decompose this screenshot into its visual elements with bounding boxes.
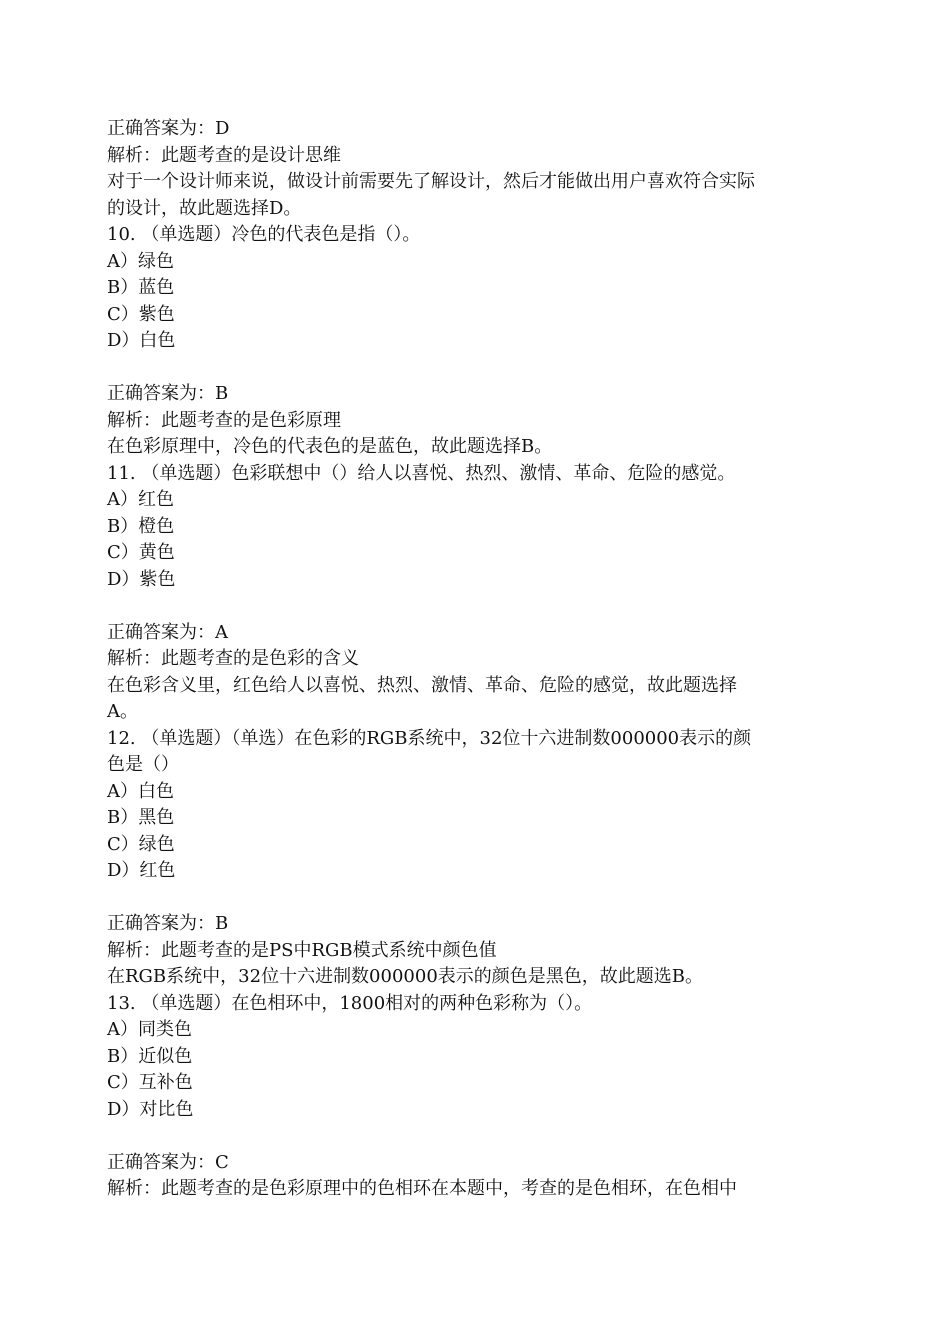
option-c: C）互补色 [107,1072,193,1093]
analysis-line: 解析：此题考查的是色彩原理 [107,409,341,431]
option-a: A）白色 [107,780,174,802]
answer-line: 正确答案为：B [107,913,229,934]
question-line: 13. （单选题）在色相环中，1800相对的两种色彩称为（）。 [107,992,593,1014]
option-a: A）同类色 [107,1019,192,1040]
option-a: A）红色 [107,489,174,510]
question-line: 10. （单选题）冷色的代表色是指（）。 [107,224,421,245]
option-b: B）黑色 [107,807,175,828]
question-line: 12. （单选题）（单选）在色彩的RGB系统中，32位十六进制数000000表示的颜 [107,727,752,749]
option-c: C）黄色 [107,542,175,563]
option-a: A）绿色 [107,250,174,272]
spacer [107,1123,847,1150]
spacer [107,355,847,382]
spacer [107,593,847,620]
option-c: C）绿色 [107,833,175,855]
option-d: D）白色 [107,330,176,351]
explanation-line: 在色彩含义里，红色给人以喜悦、热烈、激情、革命、危险的感觉，故此题选择 [107,674,737,696]
answer-line: 正确答案为：D [107,118,230,139]
option-b: B）近似色 [107,1045,193,1067]
explanation-line: 的设计，故此题选择D。 [107,197,302,219]
analysis-line: 解析：此题考查的是色彩的含义 [107,648,359,669]
analysis-line: 解析：此题考查的是色彩原理中的色相环在本题中，考查的是色相环，在色相中 [107,1178,737,1199]
explanation-line: 在RGB系统中，32位十六进制数000000表示的颜色是黑色，故此题选B。 [107,966,704,987]
option-d: D）红色 [107,860,176,881]
answer-line: 正确答案为：B [107,383,229,404]
question-line: 色是（） [107,754,179,775]
explanation-line: A。 [107,701,138,722]
explanation-line: 在色彩原理中，冷色的代表色的是蓝色，故此题选择B。 [107,436,553,457]
option-d: D）紫色 [107,568,176,590]
document-body [107,116,847,1203]
analysis-line: 解析：此题考查的是设计思维 [107,144,341,166]
analysis-line: 解析：此题考查的是PS中RGB模式系统中颜色值 [107,939,497,961]
option-b: B）橙色 [107,515,175,537]
question-line: 11. （单选题）色彩联想中（）给人以喜悦、热烈、激情、革命、危险的感觉。 [107,462,736,484]
option-d: D）对比色 [107,1098,194,1120]
answer-line: 正确答案为：C [107,1151,229,1173]
spacer [107,885,847,912]
option-c: C）紫色 [107,303,175,325]
explanation-line: 对于一个设计师来说，做设计前需要先了解设计，然后才能做出用户喜欢符合实际 [107,171,755,192]
answer-line: 正确答案为：A [107,621,228,643]
option-b: B）蓝色 [107,277,175,298]
